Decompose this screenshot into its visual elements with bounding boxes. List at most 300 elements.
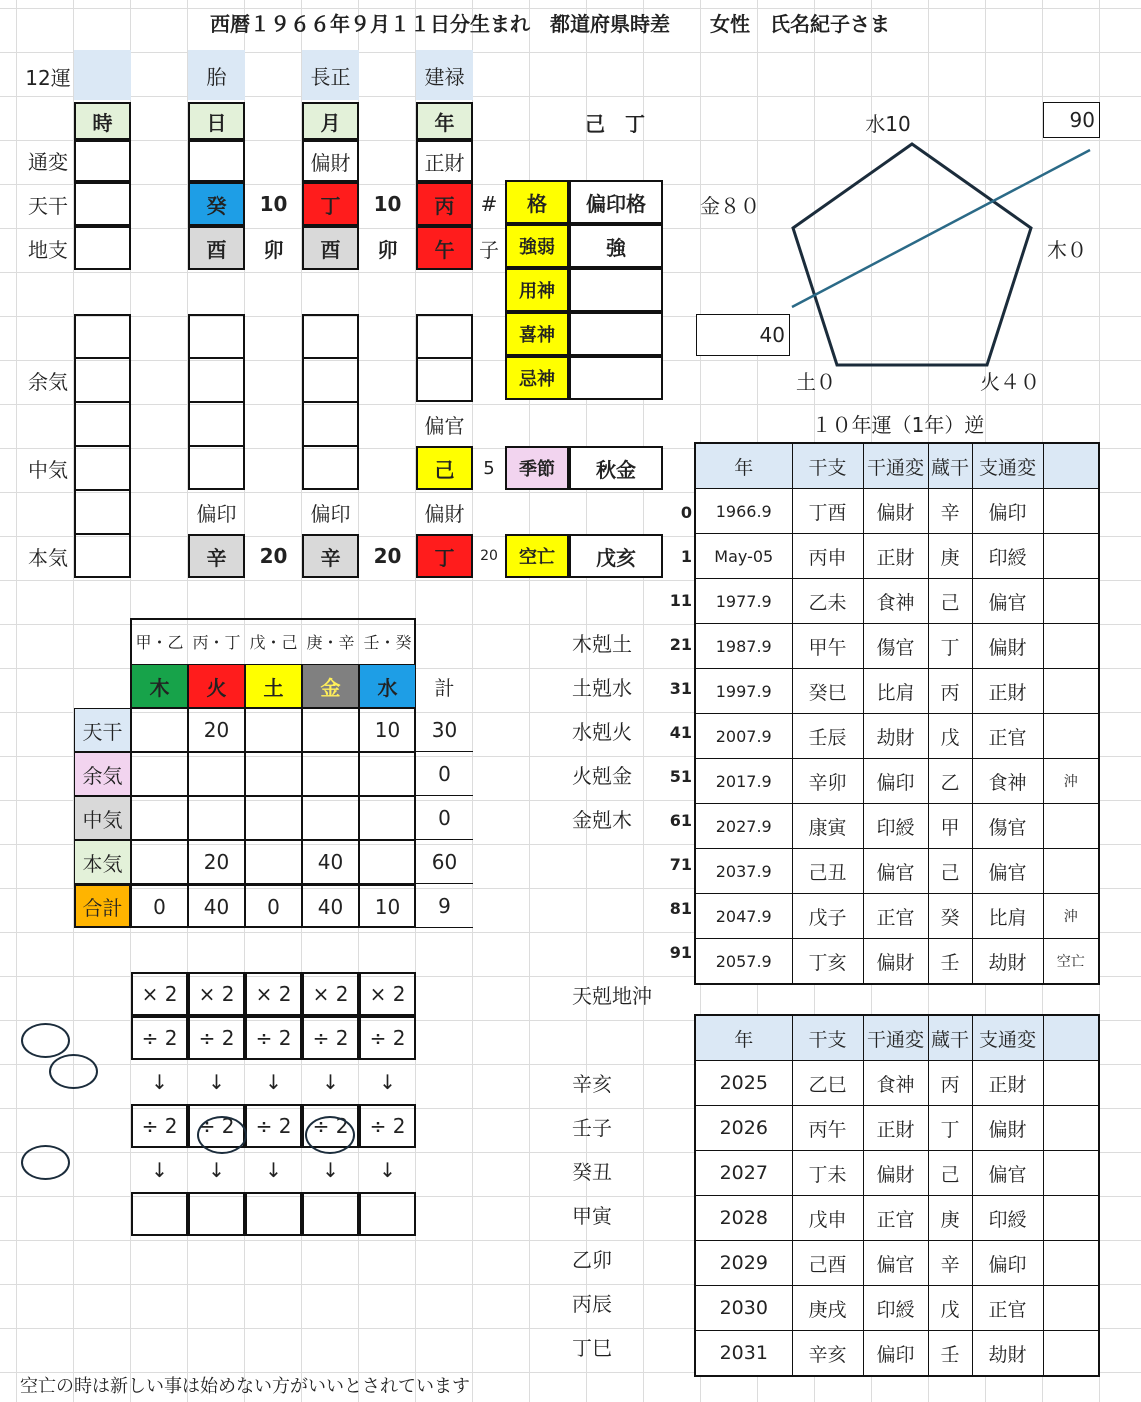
- daiun-row: [695, 714, 1099, 759]
- gogyo-total-label: 計: [434, 675, 455, 700]
- calc-cell: [188, 1192, 245, 1236]
- kanshi-item: 壬子: [572, 1115, 612, 1140]
- daiun-age: 31: [669, 678, 692, 698]
- daiun-year: 2017.9: [695, 759, 792, 804]
- daiun-age: 71: [669, 854, 692, 874]
- daiun-header-cell: 干通変: [863, 443, 928, 489]
- calc-cell: [302, 1192, 359, 1236]
- daiun-shi: 正官: [972, 714, 1043, 759]
- footer-note: 空亡の時は新しい事は始めない方がいいとされています: [20, 1376, 470, 1397]
- chishi-day-side: 卯: [263, 237, 284, 262]
- nenun-note: [1043, 1241, 1099, 1286]
- zokan-month-honki: 辛: [302, 534, 359, 578]
- pentagon-label-moku: 木０: [1047, 237, 1087, 262]
- daiun-age: 21: [669, 634, 692, 654]
- divider: [302, 401, 359, 403]
- calc-cell: ÷ 2: [188, 1016, 245, 1060]
- daiun-kanshi: 康寅: [792, 804, 863, 849]
- daiun-row: [695, 759, 1099, 804]
- kaku-label-3: 喜神: [505, 312, 569, 356]
- daiun-kan: 偏財: [863, 939, 928, 985]
- nenun-kanshi: 辛亥: [792, 1331, 863, 1377]
- daiun-kanshi: 辛卯: [792, 759, 863, 804]
- gogyo-cell: [245, 752, 302, 796]
- calc-cell: ÷ 2: [359, 1104, 416, 1148]
- calc-cell: ↓: [151, 1158, 168, 1182]
- nenun-table: [694, 1014, 1100, 1377]
- kisetsu-value: 秋金: [569, 446, 663, 490]
- gogyo-cell: [245, 708, 302, 752]
- daiun-kanshi: 戊子: [792, 894, 863, 939]
- gogyo-cell: [131, 752, 188, 796]
- gogyo-row-total: 0: [416, 752, 473, 796]
- nenun-kanshi: 庚戌: [792, 1286, 863, 1331]
- daiun-note: [1043, 804, 1099, 849]
- nenun-header-cell: [1043, 1015, 1099, 1061]
- daiun-year: 2037.9: [695, 849, 792, 894]
- gogyo-cell: 40: [302, 840, 359, 884]
- daiun-kan: 傷官: [863, 624, 928, 669]
- pillar-header-month: 月: [302, 102, 359, 140]
- daiun-year: 1997.9: [695, 669, 792, 714]
- daiun-kan: 偏官: [863, 849, 928, 894]
- kaku-value-3: [569, 312, 663, 356]
- kokoku-4: 金剋木: [572, 807, 632, 832]
- nenun-kanshi: 乙巳: [792, 1061, 863, 1106]
- daiun-note: [1043, 849, 1099, 894]
- daiun-header-cell: 干支: [792, 443, 863, 489]
- kubo-label: 空亡: [505, 534, 569, 578]
- nenun-kan: 正官: [863, 1196, 928, 1241]
- hand-drawn-circle: [21, 1145, 70, 1180]
- nenun-zokan: 庚: [928, 1196, 972, 1241]
- kokoku-1: 土剋水: [572, 675, 632, 700]
- gogyo-cell: [131, 708, 188, 752]
- divider: [188, 401, 245, 403]
- nenun-zokan: 丙: [928, 1061, 972, 1106]
- kokoku-0: 木剋土: [572, 631, 632, 656]
- daiun-header-row: [695, 443, 1099, 489]
- nenun-kanshi: 丙午: [792, 1106, 863, 1151]
- gogyo-subheader-3: 庚・辛: [306, 632, 355, 652]
- tenkoku-label: 天剋地沖: [572, 983, 652, 1008]
- pentagon-box-top: 90: [1043, 102, 1100, 138]
- gogyo-cell: [245, 796, 302, 840]
- daiun-kanshi: 壬辰: [792, 714, 863, 759]
- nenun-kanshi: 丁未: [792, 1151, 863, 1196]
- calc-cell: ÷ 2: [302, 1016, 359, 1060]
- divider: [302, 445, 359, 447]
- daiun-year: 2057.9: [695, 939, 792, 985]
- daiun-row: [695, 804, 1099, 849]
- daiun-zokan: 庚: [928, 534, 972, 579]
- kanshi-item: 甲寅: [572, 1203, 612, 1228]
- daiun-row: [695, 534, 1099, 579]
- daiun-header-cell: 蔵干: [928, 443, 972, 489]
- gogyo-header-kin: 金: [302, 664, 359, 708]
- nenun-kan: 正財: [863, 1106, 928, 1151]
- tsuhen-day: [188, 140, 245, 182]
- nenun-year: 2026: [695, 1106, 792, 1151]
- gogyo-cell: 10: [359, 884, 416, 928]
- daiun-age: 81: [669, 898, 692, 918]
- nenun-shi: 印綬: [972, 1196, 1043, 1241]
- nenun-note: [1043, 1151, 1099, 1196]
- chishi-day: 酉: [188, 226, 245, 270]
- zokan-day-honki-num: 20: [259, 544, 288, 568]
- calc-cell: ÷ 2: [131, 1104, 188, 1148]
- daiun-note: [1043, 534, 1099, 579]
- daiun-table: [694, 442, 1100, 985]
- gogyo-row-total: 60: [416, 840, 473, 884]
- daiun-note: [1043, 669, 1099, 714]
- daiun-kan: 正財: [863, 534, 928, 579]
- kanshi-item: 辛亥: [572, 1071, 612, 1096]
- daiun-age: 11: [669, 590, 692, 610]
- gogyo-cell: [359, 752, 416, 796]
- nenun-zokan: 己: [928, 1151, 972, 1196]
- daiun-kan: 正官: [863, 894, 928, 939]
- tenkan-year-mark: #: [480, 192, 498, 216]
- nenun-year: 2031: [695, 1331, 792, 1377]
- calc-cell: ↓: [379, 1158, 396, 1182]
- calc-cell: ÷ 2: [245, 1104, 302, 1148]
- daiun-row: [695, 489, 1099, 534]
- calc-cell: × 2: [131, 972, 188, 1016]
- daiun-zokan: 己: [928, 849, 972, 894]
- nenun-year: 2030: [695, 1286, 792, 1331]
- unsei-month-cell: 長正: [302, 50, 359, 100]
- divider: [74, 489, 131, 491]
- nenun-row: [695, 1196, 1099, 1241]
- tsuhen-month: 偏財: [302, 140, 359, 182]
- nenun-header-row: [695, 1015, 1099, 1061]
- nenun-year: 2029: [695, 1241, 792, 1286]
- gogyo-cell: 40: [302, 884, 359, 928]
- daiun-shi: 比肩: [972, 894, 1043, 939]
- kaku-value-2: [569, 268, 663, 312]
- gogyo-row-label: 中気: [74, 796, 131, 840]
- calc-cell: ÷ 2: [302, 1104, 359, 1148]
- zokan-month-honki-label: 偏印: [310, 501, 351, 526]
- row-label-honki: 本気: [28, 545, 68, 570]
- divider: [302, 357, 359, 359]
- nenun-kan: 食神: [863, 1061, 928, 1106]
- nenun-row: [695, 1151, 1099, 1196]
- pentagon-shape: [793, 144, 1031, 365]
- daiun-year: 2027.9: [695, 804, 792, 849]
- nenun-kanshi: 己酉: [792, 1241, 863, 1286]
- kaku-label-0: 格: [505, 180, 569, 224]
- nenun-note: [1043, 1286, 1099, 1331]
- kanshi-item: 癸丑: [572, 1159, 612, 1184]
- zokan-day-honki-label: 偏印: [196, 501, 237, 526]
- nenun-header-cell: 蔵干: [928, 1015, 972, 1061]
- daiun-shi: 傷官: [972, 804, 1043, 849]
- daiun-age: 1: [680, 546, 692, 566]
- zokan-year-chuki-num: 5: [483, 457, 495, 479]
- kokoku-3: 火剋金: [572, 763, 632, 788]
- daiun-shi: 食神: [972, 759, 1043, 804]
- gogyo-cell: [302, 796, 359, 840]
- daiun-note: [1043, 624, 1099, 669]
- nenun-note: [1043, 1061, 1099, 1106]
- calc-cell: ÷ 2: [188, 1104, 245, 1148]
- daiun-zokan: 乙: [928, 759, 972, 804]
- zokan-year-honki-num: 20: [480, 548, 498, 564]
- hand-drawn-circle: [197, 1116, 247, 1154]
- nenun-kan: 偏財: [863, 1151, 928, 1196]
- nenun-shi: 正財: [972, 1061, 1043, 1106]
- daiun-year: 2047.9: [695, 894, 792, 939]
- daiun-year: May-05: [695, 534, 792, 579]
- tenkan-year: 丙: [416, 182, 473, 226]
- gogyo-cell: [131, 840, 188, 884]
- gogyo-subheader-4: 壬・癸: [363, 632, 412, 652]
- daiun-row: [695, 579, 1099, 624]
- daiun-shi: 偏印: [972, 489, 1043, 534]
- daiun-age: 51: [669, 766, 692, 786]
- kubo-value: 戊亥: [569, 534, 663, 578]
- divider: [74, 533, 131, 535]
- nenun-note: [1043, 1196, 1099, 1241]
- daiun-kanshi: 乙未: [792, 579, 863, 624]
- calc-cell: ÷ 2: [131, 1016, 188, 1060]
- zokan-year-chuki: 己: [416, 446, 473, 490]
- gogyo-cell: 0: [131, 884, 188, 928]
- gogyo-row-total: 9: [416, 884, 473, 928]
- daiun-age: 41: [669, 722, 692, 742]
- calc-cell: × 2: [188, 972, 245, 1016]
- nenun-header-cell: 年: [695, 1015, 792, 1061]
- hand-drawn-circle: [305, 1116, 355, 1154]
- daiun-kanshi: 丁亥: [792, 939, 863, 985]
- daiun-shi: 印綬: [972, 534, 1043, 579]
- daiun-note: 空亡: [1043, 939, 1099, 985]
- kaku-top: 己 丁: [585, 111, 645, 136]
- gogyo-cell: [359, 796, 416, 840]
- daiun-year: 1987.9: [695, 624, 792, 669]
- daiun-zokan: 丙: [928, 669, 972, 714]
- daiun-kan: 印綬: [863, 804, 928, 849]
- calc-cell: [245, 1192, 302, 1236]
- chishi-year: 午: [416, 226, 473, 270]
- zokan-year-honki-label: 偏財: [424, 501, 465, 526]
- chishi-month: 酉: [302, 226, 359, 270]
- calc-cell: [359, 1192, 416, 1236]
- gogyo-cell: 0: [245, 884, 302, 928]
- nenun-header-cell: 干通変: [863, 1015, 928, 1061]
- nenun-header-cell: 支通変: [972, 1015, 1043, 1061]
- unsei-day-cell: 胎: [188, 50, 245, 100]
- daiun-note: [1043, 579, 1099, 624]
- daiun-shi: 偏財: [972, 624, 1043, 669]
- gogyo-cell: [245, 840, 302, 884]
- unsei-hour-cell: [74, 50, 131, 100]
- calc-cell: ↓: [379, 1070, 396, 1094]
- chishi-month-side: 卯: [377, 237, 398, 262]
- nenun-shi: 劫財: [972, 1331, 1043, 1377]
- daiun-row: [695, 939, 1099, 985]
- nenun-row: [695, 1286, 1099, 1331]
- pentagon-line: [792, 150, 1090, 307]
- daiun-header-cell: [1043, 443, 1099, 489]
- gogyo-cell: [188, 752, 245, 796]
- daiun-age: 91: [669, 942, 692, 962]
- daiun-kanshi: 己丑: [792, 849, 863, 894]
- calc-cell: × 2: [245, 972, 302, 1016]
- gogyo-header-sui: 水: [359, 664, 416, 708]
- calc-cell: [131, 1192, 188, 1236]
- nenun-kan: 印綬: [863, 1286, 928, 1331]
- kaku-label-4: 忌神: [505, 356, 569, 400]
- gogyo-cell: 20: [188, 840, 245, 884]
- daiun-kanshi: 丙申: [792, 534, 863, 579]
- nenun-shi: 正官: [972, 1286, 1043, 1331]
- gogyo-row-label: 本気: [74, 840, 131, 884]
- row-label-12un: 12運: [25, 65, 71, 90]
- daiun-title: １０年運（1年）逆: [811, 412, 985, 437]
- pentagon-label-do: 土０: [796, 369, 836, 394]
- kaku-value-0: 偏印格: [569, 180, 663, 224]
- kaku-value-4: [569, 356, 663, 400]
- pentagon-label-ka: 火４０: [980, 369, 1040, 394]
- daiun-zokan: 壬: [928, 939, 972, 985]
- daiun-kan: 比肩: [863, 669, 928, 714]
- calc-cell: ↓: [322, 1158, 339, 1182]
- tenkan-hour: [74, 182, 131, 226]
- daiun-zokan: 辛: [928, 489, 972, 534]
- nenun-row: [695, 1106, 1099, 1151]
- gogyo-cell: [359, 840, 416, 884]
- pillar-header-year: 年: [416, 102, 473, 140]
- gogyo-row-total: 0: [416, 796, 473, 840]
- divider: [74, 445, 131, 447]
- nenun-year: 2027: [695, 1151, 792, 1196]
- zokan-day-honki: 辛: [188, 534, 245, 578]
- daiun-shi: 劫財: [972, 939, 1043, 985]
- daiun-zokan: 丁: [928, 624, 972, 669]
- gogyo-cell: [302, 708, 359, 752]
- gogyo-cell: [302, 752, 359, 796]
- gogyo-header-ka: 火: [188, 664, 245, 708]
- daiun-shi: 正財: [972, 669, 1043, 714]
- gogyo-cell: [188, 796, 245, 840]
- gogyo-header-moku: 木: [131, 664, 188, 708]
- row-label-chishi: 地支: [28, 237, 68, 262]
- hand-drawn-circle: [49, 1054, 98, 1089]
- daiun-header-cell: 年: [695, 443, 792, 489]
- calc-cell: ↓: [265, 1070, 282, 1094]
- daiun-kan: 偏財: [863, 489, 928, 534]
- nenun-note: [1043, 1331, 1099, 1377]
- divider: [74, 357, 131, 359]
- kisetsu-label: 季節: [505, 446, 569, 490]
- kaku-value-1: 強: [569, 224, 663, 268]
- calc-cell: ↓: [151, 1070, 168, 1094]
- chishi-hour: [74, 226, 131, 270]
- pentagon-label-kin: 金８０: [700, 193, 760, 218]
- row-label-chuki: 中気: [28, 457, 68, 482]
- nenun-row: [695, 1331, 1099, 1377]
- zokan-month-honki-num: 20: [373, 544, 402, 568]
- pillar-header-hour: 時: [74, 102, 131, 140]
- daiun-note: [1043, 714, 1099, 759]
- daiun-row: [695, 894, 1099, 939]
- calc-cell: × 2: [302, 972, 359, 1016]
- nenun-year: 2025: [695, 1061, 792, 1106]
- nenun-kan: 偏官: [863, 1241, 928, 1286]
- divider: [74, 401, 131, 403]
- kokoku-2: 水剋火: [572, 719, 632, 744]
- daiun-year: 2007.9: [695, 714, 792, 759]
- calc-cell: ↓: [208, 1070, 225, 1094]
- pentagon-box-left: 40: [696, 314, 790, 356]
- daiun-kanshi: 癸巳: [792, 669, 863, 714]
- nenun-zokan: 丁: [928, 1106, 972, 1151]
- gogyo-cell: 10: [359, 708, 416, 752]
- divider: [188, 357, 245, 359]
- nenun-shi: 偏官: [972, 1151, 1043, 1196]
- daiun-note: 沖: [1043, 759, 1099, 804]
- calc-cell: ↓: [265, 1158, 282, 1182]
- daiun-row: [695, 624, 1099, 669]
- daiun-kanshi: 甲午: [792, 624, 863, 669]
- daiun-age: 0: [680, 502, 692, 522]
- calc-cell: ↓: [208, 1158, 225, 1182]
- daiun-age: 61: [669, 810, 692, 830]
- daiun-zokan: 戊: [928, 714, 972, 759]
- gogyo-row-total: 30: [416, 708, 473, 752]
- daiun-note: 沖: [1043, 894, 1099, 939]
- daiun-row: [695, 849, 1099, 894]
- divider: [188, 445, 245, 447]
- nenun-zokan: 壬: [928, 1331, 972, 1377]
- tenkan-day-num: 10: [259, 192, 288, 216]
- page-title: 西暦１９６６年９月１１日分生まれ 都道府県時差 女性 氏名紀子さま: [210, 11, 890, 36]
- kanshi-item: 乙卯: [572, 1247, 612, 1272]
- daiun-kanshi: 丁酉: [792, 489, 863, 534]
- daiun-zokan: 甲: [928, 804, 972, 849]
- daiun-kan: 偏印: [863, 759, 928, 804]
- divider: [416, 357, 473, 359]
- nenun-header-cell: 干支: [792, 1015, 863, 1061]
- row-label-tsuhen: 通変: [28, 149, 68, 174]
- hand-drawn-circle: [21, 1023, 70, 1058]
- daiun-row: [695, 669, 1099, 714]
- daiun-shi: 偏官: [972, 849, 1043, 894]
- nenun-note: [1043, 1106, 1099, 1151]
- daiun-year: 1977.9: [695, 579, 792, 624]
- row-label-yoki: 余気: [28, 369, 68, 394]
- kaku-label-2: 用神: [505, 268, 569, 312]
- nenun-zokan: 辛: [928, 1241, 972, 1286]
- gogyo-subheader-0: 甲・乙: [135, 632, 184, 652]
- chishi-year-side: 子: [479, 237, 499, 262]
- daiun-kan: 食神: [863, 579, 928, 624]
- calc-cell: ÷ 2: [359, 1016, 416, 1060]
- nenun-shi: 偏財: [972, 1106, 1043, 1151]
- gogyo-cell: 40: [188, 884, 245, 928]
- nenun-zokan: 戊: [928, 1286, 972, 1331]
- zokan-year-honki: 丁: [416, 534, 473, 578]
- tsuhen-hour: [74, 140, 131, 182]
- gogyo-row-label: 天干: [74, 708, 131, 752]
- daiun-header-cell: 支通変: [972, 443, 1043, 489]
- nenun-kanshi: 戊申: [792, 1196, 863, 1241]
- calc-cell: ÷ 2: [245, 1016, 302, 1060]
- kanshi-item: 丙辰: [572, 1291, 612, 1316]
